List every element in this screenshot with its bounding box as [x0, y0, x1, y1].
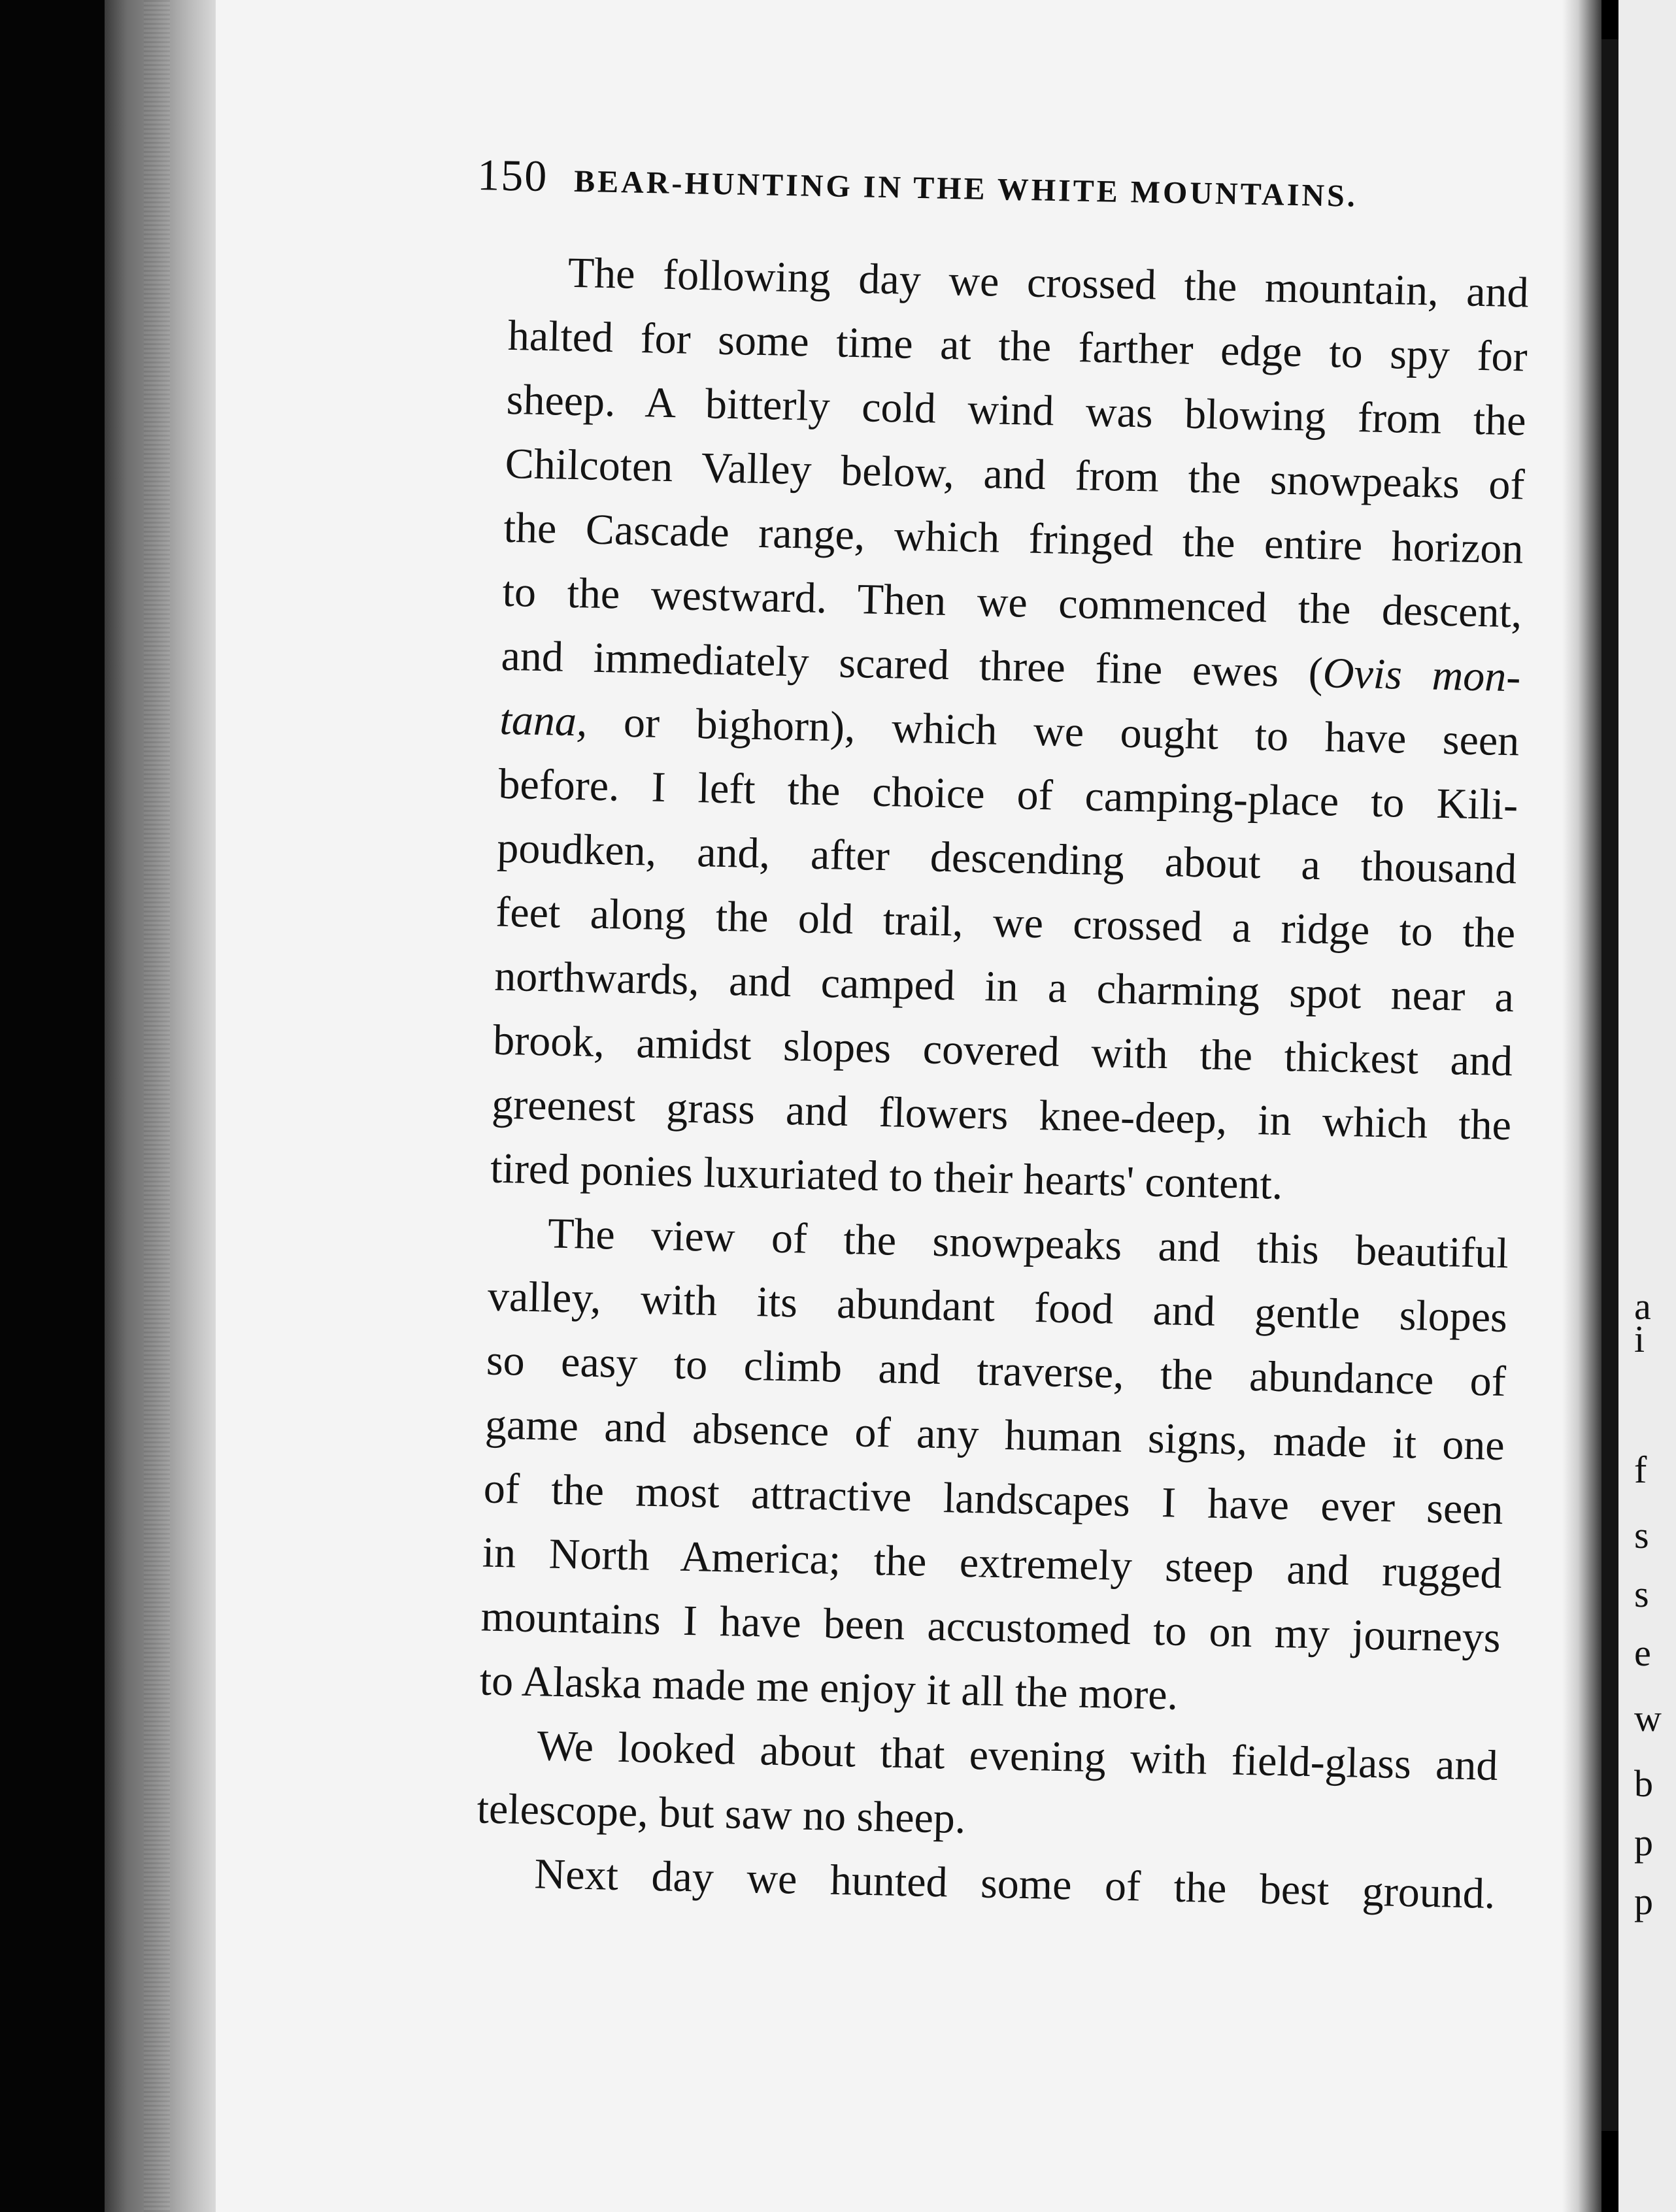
body-text	[416, 239, 1530, 1926]
page-gutter-shadow	[1562, 0, 1601, 2212]
text-line: halted for some time at the farther edge to spy for	[507, 311, 1528, 381]
text-line: to the westward. Then we commenced the descent,	[501, 567, 1523, 637]
text-line: Chilcoten Valley below, and from the snowpeaks of	[505, 439, 1526, 509]
text-line: feet along the old trail, we crossed a ridge to the	[495, 888, 1516, 958]
book-fore-edge	[105, 0, 216, 2212]
text-line: The view of the snowpeaks and this beautiful	[547, 1209, 1509, 1278]
text-line: of the most attractive landscapes I have ever seen	[483, 1464, 1504, 1534]
next-page-fragment: i	[1634, 1318, 1645, 1360]
next-page-fragment: b	[1634, 1762, 1653, 1805]
text-line: to Alaska made me enjoy it all the more.	[479, 1656, 1179, 1719]
text-line: northwards, and camped in a charming spot near a	[494, 952, 1515, 1022]
text-line: game and absence of any human signs, made it one	[484, 1400, 1505, 1470]
text-line: telescope, but saw no sheep.	[476, 1785, 967, 1843]
running-head: BEAR-HUNTING IN THE WHITE MOUNTAINS.	[573, 163, 1358, 214]
text-line: in North America; the extremely steep and rugged	[482, 1528, 1503, 1598]
next-page-fragment: p	[1634, 1821, 1653, 1864]
text-line: tired ponies luxuriated to their hearts' content.	[490, 1144, 1284, 1209]
text-line: poudken, and, after descending about a thousand	[496, 824, 1517, 894]
next-page-fragment: e	[1634, 1632, 1651, 1674]
page-number: 150	[477, 150, 549, 201]
next-page-fragment: s	[1634, 1573, 1649, 1615]
italic-species-name-end: tana,	[499, 695, 588, 746]
binding-gutter	[1601, 39, 1618, 2131]
text-line: brook, amidst slopes covered with the thickest and	[492, 1016, 1513, 1086]
text-line: before. I left the choice of camping-place to Kili-	[497, 760, 1518, 830]
italic-species-name: Ovis mon-	[1322, 649, 1522, 701]
paragraph	[418, 1712, 1499, 1863]
next-page-fragment: w	[1634, 1697, 1662, 1739]
text-line: Next day we hunted some of the best ground.	[533, 1850, 1496, 1918]
text-line: valley, with its abundant food and gentle slopes	[487, 1272, 1508, 1342]
next-page-fragment: a	[1634, 1285, 1651, 1328]
next-page-fragment: p	[1634, 1880, 1653, 1922]
text-fragment: or bighorn), which we ought to have seen	[586, 697, 1520, 765]
next-page-fragment: f	[1634, 1449, 1647, 1491]
next-page-fragment: s	[1634, 1514, 1649, 1556]
paragraph	[420, 1199, 1509, 1734]
text-line: mountains I have been accustomed to on my journeys	[480, 1592, 1501, 1662]
next-page-text-fragments	[1618, 0, 1676, 2212]
text-line: We looked about that evening with field-glass and	[536, 1722, 1499, 1790]
text-line: greenest grass and flowers knee-deep, in which the	[491, 1080, 1512, 1150]
text-line: sheep. A bitterly cold wind was blowing from the	[506, 375, 1527, 445]
scan-left-margin	[0, 0, 105, 2212]
text-line: so easy to climb and traverse, the abundance of	[486, 1336, 1507, 1406]
text-line: the Cascade range, which fringed the entire horizon	[503, 503, 1524, 573]
text-fragment: and immediately scared three fine ewes (	[500, 631, 1324, 697]
paragraph	[431, 239, 1529, 1222]
text-line: The following day we crossed the mountain, and	[567, 248, 1530, 317]
